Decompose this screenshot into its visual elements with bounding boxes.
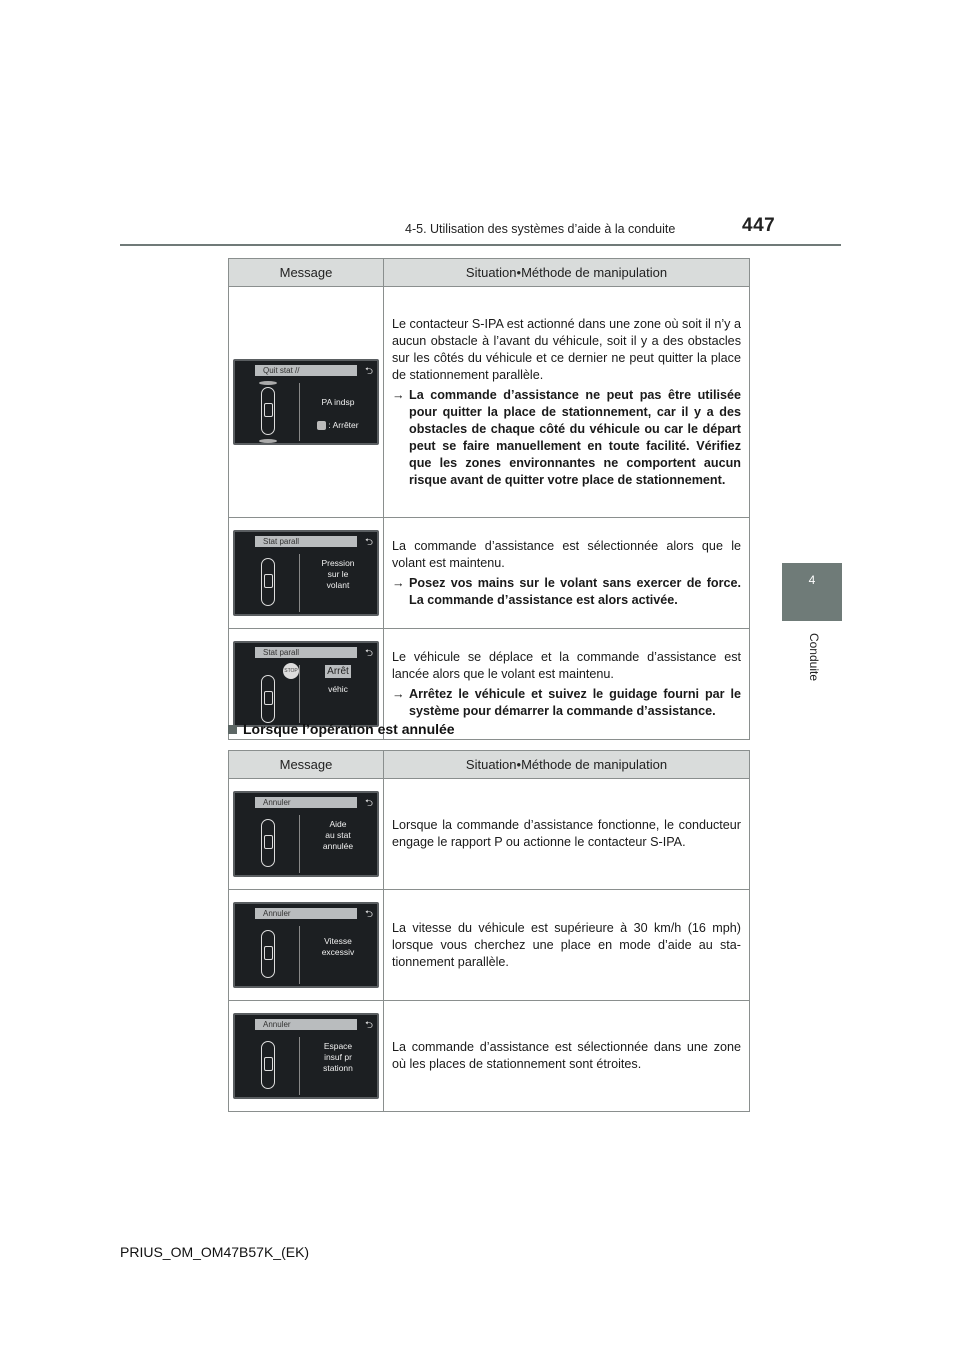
chapter-label-text: Conduite	[807, 632, 821, 682]
action-text: Arrêtez le véhicule et suivez le guidage fourni par le système pour démarrer la commande d’assistance.	[409, 686, 741, 718]
car-icon	[261, 675, 275, 723]
screen-message: PA indsp	[321, 397, 355, 407]
table-row	[229, 779, 750, 890]
screen-divider	[299, 665, 300, 723]
situation-text: Le contacteur S-IPA est actionné dans une zone où soit il n’y a aucun obstacle à l’avant du véhicule, soit il y a des obstacles sur les côtés du véhicule et ce dernier ne peut quitter la place de stationnement parallèle.	[392, 316, 741, 382]
car-icon	[261, 558, 275, 606]
screen-title: Annuler	[255, 908, 357, 919]
situation-text: La commande d’assistance est sélectionnée dans une zone où les places de stationnement sont étroites.	[392, 1040, 741, 1071]
return-icon: ⮌	[364, 537, 373, 548]
situation-text: Le véhicule se déplace et la commande d’assistance est lancée alors que le volant est maintenu.	[392, 649, 741, 681]
screen-message: : Arrêter	[328, 420, 359, 430]
table-row	[229, 890, 750, 1001]
screen-divider	[299, 815, 300, 873]
screen-message: au stat	[325, 830, 351, 840]
page-number: 447	[742, 215, 776, 236]
return-icon: ⮌	[364, 1020, 373, 1031]
car-icon	[261, 930, 275, 978]
screen-message: Espace	[323, 1041, 353, 1051]
return-icon: ⮌	[364, 648, 373, 659]
header-divider	[120, 244, 841, 246]
column-header-situation: Situation•Méthode de manipulation	[384, 751, 750, 779]
action-text: La commande d’assistance ne peut pas être utilisée pour quitter la place de stationnement, car il y a des obstacles de chaque côté du véhicule ou car le départ peut se faire manuellement en toute facilité. Vérifiez que les zones environnantes ne comportent aucun risque avant de quitter votre place de stationnement.	[409, 387, 741, 487]
chapter-label	[804, 620, 824, 720]
display-screen-image	[233, 530, 379, 616]
switch-icon	[317, 421, 326, 430]
screen-title: Quit stat //	[255, 365, 357, 376]
car-icon	[261, 819, 275, 867]
column-header-message: Message	[229, 259, 384, 287]
screen-message: Arrêt	[327, 666, 349, 677]
return-icon: ⮌	[364, 366, 373, 377]
stop-sign-icon: STOP	[283, 663, 299, 679]
screen-divider	[299, 1037, 300, 1095]
screen-message: excessiv	[321, 947, 355, 957]
column-header-situation: Situation•Méthode de manipulation	[384, 259, 750, 287]
screen-message: Pression	[321, 558, 355, 568]
screen-message: annulée	[322, 841, 354, 851]
screen-message: Vitesse	[324, 936, 352, 946]
subheading-text: Lorsque l’opération est annulée	[243, 721, 455, 737]
display-screen-image	[233, 641, 379, 727]
action-text: Posez vos mains sur le volant sans exercer de force. La commande d’assistance est alors activée.	[409, 575, 741, 607]
section-title: 4-5. Utilisation des systèmes d’aide à la conduite	[405, 222, 676, 236]
arrow-icon: →	[392, 387, 405, 402]
column-header-message: Message	[229, 751, 384, 779]
display-screen-image	[233, 791, 379, 877]
screen-message: sur le	[327, 569, 349, 579]
screen-message: volant	[326, 580, 350, 590]
screen-divider	[299, 554, 300, 612]
arrow-icon: →	[392, 686, 405, 701]
screen-divider	[299, 383, 300, 441]
screen-title: Stat parall	[255, 647, 357, 658]
screen-divider	[299, 926, 300, 984]
message-table-1	[228, 258, 750, 740]
screen-title: Annuler	[255, 1019, 357, 1030]
table-row	[229, 518, 750, 629]
screen-message: Aide	[329, 819, 347, 829]
sensor-icon	[259, 439, 277, 443]
table-row	[229, 287, 750, 518]
chapter-tab: 4	[782, 563, 842, 621]
screen-message: stationn	[323, 1063, 353, 1073]
display-screen-image	[233, 1013, 379, 1099]
display-screen-image	[233, 902, 379, 988]
screen-message: insuf pr	[324, 1052, 352, 1062]
screen-title: Annuler	[255, 797, 357, 808]
square-bullet-icon	[228, 725, 237, 734]
screen-title: Stat parall	[255, 536, 357, 547]
return-icon: ⮌	[364, 798, 373, 809]
car-icon	[261, 1041, 275, 1089]
return-icon: ⮌	[364, 909, 373, 920]
table-row	[229, 1001, 750, 1112]
situation-text: La commande d’assistance est sélectionnée alors que le volant est maintenu.	[392, 538, 741, 570]
car-icon	[261, 387, 275, 435]
sensor-icon	[259, 381, 277, 385]
screen-message: véhic	[328, 684, 348, 694]
situation-text: Lorsque la commande d’assistance fonctionne, le conducteur engage le rapport P ou actionne le contacteur S-IPA.	[392, 818, 741, 849]
section-subheading	[228, 721, 455, 737]
display-screen-image	[233, 359, 379, 445]
message-table-2	[228, 750, 750, 1112]
situation-text: La vitesse du véhicule est supérieure à 30 km/h (16 mph) lorsque vous cherchez une place en mode d’aide au stationnement parallèle.	[392, 920, 741, 969]
document-code: PRIUS_OM_OM47B57K_(EK)	[120, 1244, 310, 1260]
arrow-icon: →	[392, 575, 405, 590]
